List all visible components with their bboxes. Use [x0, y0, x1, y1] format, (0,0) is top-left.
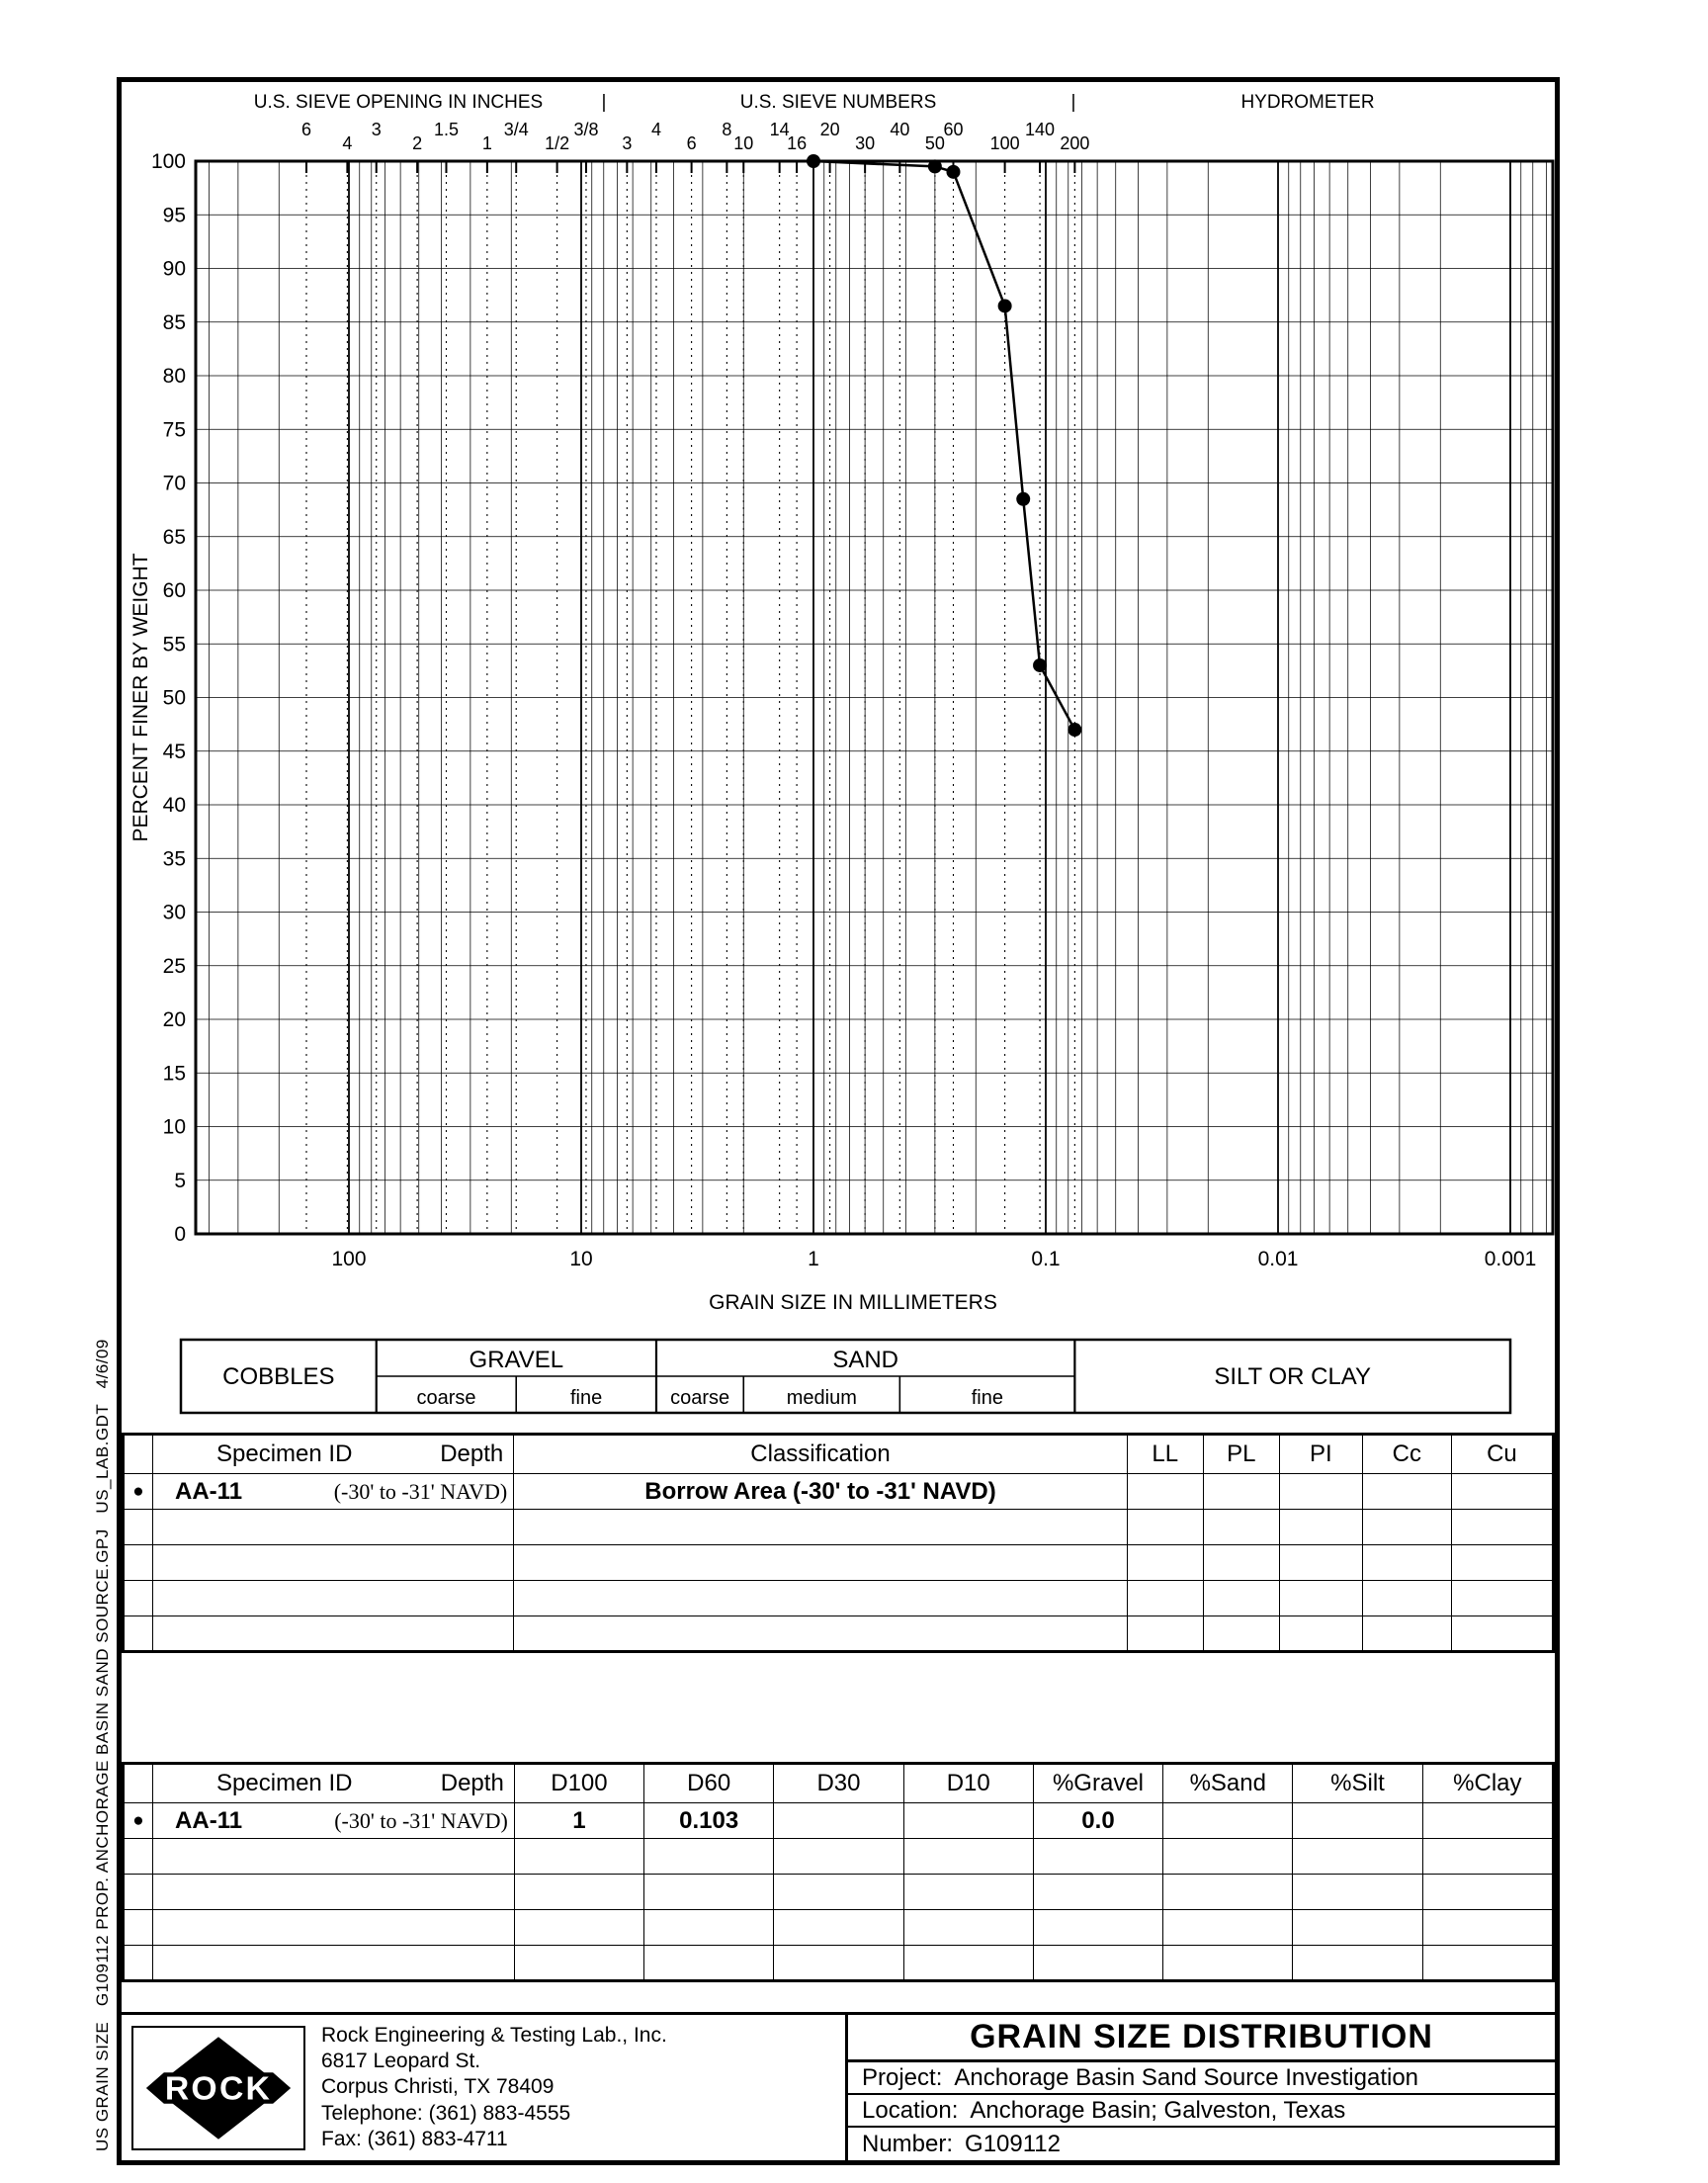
- gradation-table-value-cell: [514, 1946, 643, 1981]
- sieve-tick-label: 6: [300, 120, 312, 139]
- col-header: Classification: [514, 1435, 1127, 1474]
- classification-table-value-cell: [1451, 1581, 1553, 1616]
- y-tick-label: 50: [162, 686, 186, 710]
- col-header-depth: Depth: [440, 1441, 504, 1467]
- y-tick-label: 80: [162, 365, 186, 388]
- sieve-tick-label: 4: [650, 120, 661, 139]
- report-info: [848, 2015, 1555, 2160]
- report-title: GRAIN SIZE DISTRIBUTION: [848, 2015, 1555, 2062]
- company-address-line: 6817 Leopard St.: [321, 2050, 481, 2073]
- gradation-table-row: [124, 1839, 1554, 1875]
- classification-table-value-cell: [1451, 1474, 1553, 1510]
- classification-table-value-cell: [514, 1581, 1127, 1616]
- col-header-specimen-id: Specimen ID: [216, 1441, 353, 1467]
- gradation-table-value-cell: [644, 1875, 774, 1910]
- classification-table-value-cell: [1127, 1616, 1203, 1652]
- fraction-sub-label: coarse: [416, 1387, 476, 1409]
- gradation-table-value-cell: [774, 1946, 903, 1981]
- y-tick-label: 55: [162, 633, 186, 656]
- gradation-table-value-cell: [1293, 1803, 1422, 1839]
- classification-table-value-cell: Borrow Area (-30' to -31' NAVD): [514, 1474, 1127, 1510]
- classification-table-value-cell: [1362, 1510, 1451, 1545]
- company-address: [321, 2023, 667, 2151]
- gradation-table-value-cell: [903, 1910, 1033, 1946]
- classification-table-value-cell: [1203, 1581, 1279, 1616]
- gradation-table-value-cell: [1163, 1875, 1293, 1910]
- classification-table-value-cell: [1127, 1474, 1203, 1510]
- col-header: %Gravel: [1033, 1764, 1162, 1803]
- gradation-table-value-cell: [1293, 1839, 1422, 1875]
- classification-table: [122, 1433, 1555, 1653]
- gradation-table-value-cell: [903, 1803, 1033, 1839]
- y-tick-label: 25: [162, 954, 186, 978]
- x-tick-label: 0.01: [1257, 1248, 1299, 1270]
- y-tick-label: 100: [150, 150, 186, 173]
- specimen-symbol: ●: [124, 1474, 153, 1510]
- classification-table-value-cell: [1362, 1474, 1451, 1510]
- sieve-tick-label: 3/8: [573, 120, 599, 139]
- sieve-tick-label: 20: [819, 120, 840, 139]
- project-value: Anchorage Basin Sand Source Investigation: [954, 2063, 1419, 2091]
- data-point: [1033, 658, 1047, 672]
- sieve-tick-label: 3/4: [503, 120, 529, 139]
- specimen-symbol: [124, 1616, 153, 1652]
- company-address-line: Corpus Christi, TX 78409: [321, 2075, 555, 2099]
- specimen-symbol: [124, 1839, 153, 1875]
- y-tick-label: 95: [162, 204, 186, 227]
- company-address-line: Rock Engineering & Testing Lab., Inc.: [321, 2024, 667, 2048]
- classification-table-value-cell: [1203, 1616, 1279, 1652]
- specimen-symbol: [124, 1581, 153, 1616]
- y-tick-label: 65: [162, 525, 186, 549]
- gradation-table-value-cell: [514, 1839, 643, 1875]
- gradation-table-value-cell: [514, 1875, 643, 1910]
- classification-table-value-cell: [1127, 1545, 1203, 1581]
- gradation-table-value-cell: [1422, 1875, 1553, 1910]
- specimen-symbol: [124, 1875, 153, 1910]
- col-header: Cc: [1362, 1435, 1451, 1474]
- gradation-table-value-cell: [1422, 1910, 1553, 1946]
- specimen-id-depth-cell: [153, 1875, 515, 1910]
- classification-table-row: [124, 1510, 1554, 1545]
- specimen-id: AA-11: [175, 1477, 243, 1505]
- report-frame: [117, 77, 1560, 2165]
- company-logo: [131, 2026, 305, 2150]
- company-block: [122, 2015, 848, 2160]
- gradation-table-value-cell: [644, 1946, 774, 1981]
- specimen-id-depth-cell: [153, 1616, 514, 1652]
- sieve-tick-label: 200: [1060, 133, 1090, 153]
- sieve-tick-label: 60: [943, 120, 964, 139]
- gradation-table-value-cell: [1422, 1803, 1553, 1839]
- gradation-table-value-cell: [774, 1875, 903, 1910]
- classification-table-value-cell: [514, 1545, 1127, 1581]
- x-tick-label: 0.1: [1031, 1248, 1061, 1270]
- col-header: D60: [644, 1764, 774, 1803]
- sieve-tick-label: 140: [1025, 120, 1056, 139]
- classification-table-value-cell: [1279, 1510, 1362, 1545]
- sidebar-filename: US GRAIN SIZE G109112 PROP. ANCHORAGE BASIN SAND SOURCE.GPJ US_LAB.GDT 4/6/09: [93, 1339, 112, 2151]
- classification-table-row: [124, 1545, 1554, 1581]
- y-tick-label: 75: [162, 418, 186, 442]
- data-point: [928, 159, 942, 173]
- sieve-tick-label: 14: [769, 120, 790, 139]
- col-header: PL: [1203, 1435, 1279, 1474]
- sieve-tick-label: 40: [890, 120, 910, 139]
- x-tick-label: 0.001: [1484, 1248, 1537, 1270]
- specimen-depth-header: [153, 1435, 514, 1474]
- location-label: Location:: [862, 2096, 959, 2124]
- col-header: %Sand: [1163, 1764, 1293, 1803]
- top-axis-separator: |: [601, 92, 607, 113]
- fraction-group-label: SAND: [832, 1347, 899, 1373]
- classification-table-value-cell: [1127, 1510, 1203, 1545]
- fraction-sub-label: coarse: [670, 1387, 730, 1409]
- classification-table-row: [124, 1616, 1554, 1652]
- col-header: %Silt: [1293, 1764, 1422, 1803]
- y-tick-label: 70: [162, 472, 186, 495]
- gradation-table-value-cell: 0.103: [644, 1803, 774, 1839]
- col-header: LL: [1127, 1435, 1203, 1474]
- y-tick-label: 0: [174, 1223, 186, 1246]
- specimen-symbol: [124, 1910, 153, 1946]
- y-tick-label: 60: [162, 579, 186, 602]
- classification-table-value-cell: [1362, 1581, 1451, 1616]
- gradation-table-value-cell: [1163, 1910, 1293, 1946]
- classification-table-row: [124, 1581, 1554, 1616]
- classification-table-value-cell: [1362, 1545, 1451, 1581]
- y-tick-label: 35: [162, 847, 186, 871]
- gradation-table-value-cell: [1163, 1946, 1293, 1981]
- x-axis-title: GRAIN SIZE IN MILLIMETERS: [709, 1291, 997, 1314]
- col-header: D100: [514, 1764, 643, 1803]
- classification-table-value-cell: [514, 1616, 1127, 1652]
- specimen-id-depth-cell: [153, 1910, 515, 1946]
- gradation-table-value-cell: [1033, 1875, 1162, 1910]
- data-point: [1016, 492, 1030, 506]
- gradation-table-value-cell: [1163, 1803, 1293, 1839]
- specimen-symbol: ●: [124, 1803, 153, 1839]
- specimen-id-depth-cell: [153, 1545, 514, 1581]
- gradation-table-value-cell: [644, 1839, 774, 1875]
- x-tick-label: 10: [569, 1248, 593, 1270]
- sieve-tick-label: 2: [412, 133, 423, 153]
- fraction-sub-label: fine: [569, 1387, 603, 1409]
- col-header: D30: [774, 1764, 903, 1803]
- top-axis-group-label: U.S. SIEVE NUMBERS: [739, 92, 937, 113]
- y-axis-title: PERCENT FINER BY WEIGHT: [129, 553, 152, 842]
- specimen-id-depth-cell: [153, 1581, 514, 1616]
- top-axis-separator: |: [1070, 92, 1076, 113]
- classification-table-value-cell: [1279, 1581, 1362, 1616]
- location-row: [848, 2095, 1555, 2128]
- data-point: [1068, 723, 1081, 737]
- y-tick-label: 90: [162, 257, 186, 281]
- classification-table-value-cell: [514, 1510, 1127, 1545]
- y-tick-label: 30: [162, 901, 186, 924]
- gradation-table-value-cell: [903, 1946, 1033, 1981]
- gradation-table-row: [124, 1946, 1554, 1981]
- gradation-table-value-cell: [1422, 1839, 1553, 1875]
- grain-size-chart: [122, 82, 1555, 1419]
- gradation-table-value-cell: [774, 1803, 903, 1839]
- logo-text: ROCK: [164, 2068, 273, 2107]
- specimen-id-depth-cell: [153, 1946, 515, 1981]
- classification-table-value-cell: [1203, 1545, 1279, 1581]
- gradation-table-value-cell: [514, 1910, 643, 1946]
- gradation-table-value-cell: [903, 1839, 1033, 1875]
- gradation-table-row: [124, 1875, 1554, 1910]
- gradation-table-value-cell: 0.0: [1033, 1803, 1162, 1839]
- classification-table-value-cell: [1203, 1510, 1279, 1545]
- classification-table: [122, 1433, 1555, 1653]
- specimen-id-depth-cell: [153, 1474, 514, 1510]
- sieve-tick-label: 8: [722, 120, 732, 139]
- gradation-curve: [813, 161, 1074, 730]
- classification-table-value-cell: [1279, 1545, 1362, 1581]
- sieve-tick-label: 3: [622, 133, 633, 153]
- col-header-specimen-id: Specimen ID: [216, 1770, 353, 1796]
- gradation-table-value-cell: [774, 1839, 903, 1875]
- data-point: [946, 165, 960, 179]
- title-block: [122, 2012, 1555, 2160]
- specimen-depth-header: [153, 1764, 515, 1803]
- gradation-table: [122, 1762, 1555, 1982]
- classification-table-value-cell: [1451, 1545, 1553, 1581]
- gradation-table: [122, 1762, 1555, 1982]
- gradation-table-value-cell: [644, 1910, 774, 1946]
- sieve-tick-label: 10: [733, 133, 754, 153]
- classification-table-value-cell: [1451, 1510, 1553, 1545]
- specimen-symbol: [124, 1545, 153, 1581]
- col-header-depth: Depth: [440, 1770, 504, 1796]
- fraction-sub-label: fine: [971, 1387, 1003, 1409]
- number-value: G109112: [965, 2130, 1062, 2157]
- company-address-line: Telephone: (361) 883-4555: [321, 2101, 571, 2125]
- gradation-table-value-cell: [1293, 1946, 1422, 1981]
- specimen-depth: (-30' to -31' NAVD): [334, 1807, 508, 1833]
- sieve-tick-label: 4: [342, 133, 353, 153]
- specimen-id-depth-cell: [153, 1839, 515, 1875]
- grain-size-plot: [122, 82, 1555, 1419]
- classification-table-value-cell: [1127, 1581, 1203, 1616]
- y-tick-label: 40: [162, 794, 186, 817]
- gradation-table-value-cell: [1033, 1910, 1162, 1946]
- sieve-tick-label: 16: [787, 133, 808, 153]
- gradation-table-value-cell: [1033, 1839, 1162, 1875]
- classification-table-row: [124, 1474, 1554, 1510]
- specimen-id-depth-cell: [153, 1803, 515, 1839]
- sieve-tick-label: 6: [686, 133, 697, 153]
- gradation-table-value-cell: [1163, 1839, 1293, 1875]
- gradation-table-value-cell: [1293, 1875, 1422, 1910]
- specimen-id: AA-11: [175, 1806, 243, 1834]
- project-row: [848, 2062, 1555, 2095]
- classification-table-value-cell: [1279, 1474, 1362, 1510]
- sieve-tick-label: 100: [989, 133, 1020, 153]
- company-address-line: Fax: (361) 883-4711: [321, 2127, 508, 2150]
- col-header: PI: [1279, 1435, 1362, 1474]
- fraction-group-label: COBBLES: [222, 1363, 335, 1390]
- gradation-table-value-cell: [1033, 1946, 1162, 1981]
- specimen-symbol: [124, 1510, 153, 1545]
- sieve-tick-label: 30: [855, 133, 876, 153]
- col-header: %Clay: [1422, 1764, 1553, 1803]
- classification-table-value-cell: [1203, 1474, 1279, 1510]
- y-tick-label: 85: [162, 310, 186, 334]
- x-tick-label: 1: [808, 1248, 819, 1270]
- fraction-group-label: SILT OR CLAY: [1214, 1363, 1372, 1390]
- number-label: Number:: [862, 2130, 954, 2157]
- y-tick-label: 20: [162, 1008, 186, 1031]
- sieve-tick-label: 1: [481, 133, 492, 153]
- gradation-table-value-cell: [774, 1910, 903, 1946]
- y-tick-label: 15: [162, 1062, 186, 1086]
- symbol-column-header: [124, 1764, 153, 1803]
- col-header: D10: [903, 1764, 1033, 1803]
- gradation-table-value-cell: [903, 1875, 1033, 1910]
- data-point: [998, 299, 1012, 312]
- project-label: Project:: [862, 2063, 943, 2091]
- classification-table-header-row: [124, 1435, 1554, 1474]
- sieve-tick-label: 50: [924, 133, 945, 153]
- number-row: [848, 2128, 1555, 2160]
- gradation-table-value-cell: [1293, 1910, 1422, 1946]
- specimen-symbol: [124, 1946, 153, 1981]
- sieve-tick-label: 1/2: [545, 133, 570, 153]
- gradation-table-value-cell: [1422, 1946, 1553, 1981]
- top-axis-group-label: HYDROMETER: [1240, 92, 1375, 113]
- y-tick-label: 45: [162, 740, 186, 763]
- classification-table-value-cell: [1279, 1616, 1362, 1652]
- classification-table-value-cell: [1362, 1616, 1451, 1652]
- sieve-tick-label: 3: [371, 120, 382, 139]
- rock-logo-icon: [143, 2035, 294, 2141]
- gradation-table-row: [124, 1803, 1554, 1839]
- fraction-group-label: GRAVEL: [469, 1347, 564, 1373]
- y-tick-label: 10: [162, 1115, 186, 1139]
- fraction-sub-label: medium: [786, 1387, 857, 1409]
- location-value: Anchorage Basin; Galveston, Texas: [970, 2096, 1346, 2124]
- specimen-depth: (-30' to -31' NAVD): [333, 1478, 508, 1504]
- classification-table-value-cell: [1451, 1616, 1553, 1652]
- symbol-column-header: [124, 1435, 153, 1474]
- gradation-table-header-row: [124, 1764, 1554, 1803]
- sieve-tick-label: 1.5: [433, 120, 459, 139]
- top-axis-group-label: U.S. SIEVE OPENING IN INCHES: [253, 92, 544, 113]
- x-tick-label: 100: [331, 1248, 367, 1270]
- specimen-id-depth-cell: [153, 1510, 514, 1545]
- gradation-table-row: [124, 1910, 1554, 1946]
- col-header: Cu: [1451, 1435, 1553, 1474]
- data-point: [807, 154, 820, 168]
- y-tick-label: 5: [174, 1169, 186, 1192]
- gradation-table-value-cell: 1: [514, 1803, 643, 1839]
